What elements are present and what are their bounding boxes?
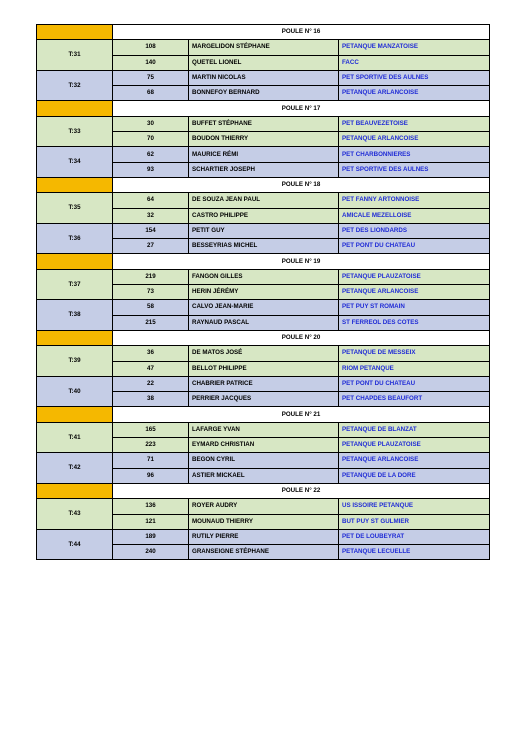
player-number: 36 — [113, 346, 189, 361]
player-number: 75 — [113, 70, 189, 85]
player-name: BOUDON THIERRY — [189, 132, 339, 147]
poules-table — [36, 24, 490, 560]
player-number: 96 — [113, 468, 189, 483]
player-club: PETANQUE ARLANCOISE — [339, 132, 490, 147]
player-row — [37, 529, 490, 544]
player-number: 62 — [113, 147, 189, 162]
player-name: CALVO JEAN-MARIE — [189, 300, 339, 315]
player-number: 136 — [113, 499, 189, 514]
player-club: PET CHARBONNIERES — [339, 147, 490, 162]
poule-header-row — [37, 407, 490, 422]
team-label: T:43 — [37, 499, 113, 530]
player-number: 22 — [113, 376, 189, 391]
player-number: 189 — [113, 529, 189, 544]
team-label: T:34 — [37, 147, 113, 178]
player-number: 223 — [113, 438, 189, 453]
poule-title: POULE N° 22 — [113, 483, 490, 498]
player-club: PET PUY ST ROMAIN — [339, 300, 490, 315]
player-club: PETANQUE DE MESSEIX — [339, 346, 490, 361]
player-club: PETANQUE DE BLANZAT — [339, 422, 490, 437]
poule-color-band — [37, 330, 113, 345]
player-row — [37, 453, 490, 468]
player-row — [37, 269, 490, 284]
player-name: HERIN JÉRÉMY — [189, 285, 339, 300]
player-number: 154 — [113, 223, 189, 238]
player-name: QUETEL LIONEL — [189, 55, 339, 70]
player-name: RAYNAUD PASCAL — [189, 315, 339, 330]
player-row — [37, 346, 490, 361]
player-club: PET FANNY ARTONNOISE — [339, 193, 490, 208]
player-row — [37, 116, 490, 131]
player-number: 121 — [113, 514, 189, 529]
player-number: 108 — [113, 40, 189, 55]
player-row — [37, 376, 490, 391]
player-row — [37, 70, 490, 85]
player-club: RIOM PETANQUE — [339, 361, 490, 376]
player-number: 215 — [113, 315, 189, 330]
player-club: PETANQUE LECUELLE — [339, 545, 490, 560]
player-club: PET DE LOUBEYRAT — [339, 529, 490, 544]
player-club: PET PONT DU CHATEAU — [339, 239, 490, 254]
player-row — [37, 40, 490, 55]
poules-table-body — [37, 25, 490, 560]
player-number: 240 — [113, 545, 189, 560]
player-name: GRANSEIGNE STÉPHANE — [189, 545, 339, 560]
team-label: T:31 — [37, 40, 113, 71]
poule-header-row — [37, 177, 490, 192]
poule-title: POULE N° 17 — [113, 101, 490, 116]
player-number: 70 — [113, 132, 189, 147]
player-row — [37, 147, 490, 162]
player-number: 64 — [113, 193, 189, 208]
player-row — [37, 223, 490, 238]
player-club: BUT PUY ST GULMIER — [339, 514, 490, 529]
player-number: 219 — [113, 269, 189, 284]
team-label: T:37 — [37, 269, 113, 300]
player-number: 58 — [113, 300, 189, 315]
player-number: 68 — [113, 86, 189, 101]
team-label: T:35 — [37, 193, 113, 224]
player-club: PETANQUE ARLANCOISE — [339, 285, 490, 300]
player-club: PET SPORTIVE DES AULNES — [339, 162, 490, 177]
player-club: PETANQUE ARLANCOISE — [339, 453, 490, 468]
player-name: CASTRO PHILIPPE — [189, 208, 339, 223]
poule-color-band — [37, 101, 113, 116]
player-name: CHABRIER PATRICE — [189, 376, 339, 391]
player-number: 32 — [113, 208, 189, 223]
poule-title: POULE N° 21 — [113, 407, 490, 422]
player-name: MAURICE RÉMI — [189, 147, 339, 162]
player-club: PET CHAPDES BEAUFORT — [339, 392, 490, 407]
player-club: PETANQUE PLAUZATOISE — [339, 438, 490, 453]
poule-header-row — [37, 101, 490, 116]
team-label: T:36 — [37, 223, 113, 254]
player-club: ST FERREOL DES COTES — [339, 315, 490, 330]
player-club: PET PONT DU CHATEAU — [339, 376, 490, 391]
player-name: DE SOUZA JEAN PAUL — [189, 193, 339, 208]
player-row — [37, 422, 490, 437]
player-club: AMICALE MEZELLOISE — [339, 208, 490, 223]
player-name: BESSEYRIAS MICHEL — [189, 239, 339, 254]
player-club: PETANQUE DE LA DORE — [339, 468, 490, 483]
player-name: MOUNAUD THIERRY — [189, 514, 339, 529]
player-name: FANGON GILLES — [189, 269, 339, 284]
player-name: ROYER AUDRY — [189, 499, 339, 514]
poule-color-band — [37, 177, 113, 192]
poule-color-band — [37, 25, 113, 40]
player-number: 38 — [113, 392, 189, 407]
player-name: BEGON CYRIL — [189, 453, 339, 468]
player-name: BONNEFOY BERNARD — [189, 86, 339, 101]
poule-header-row — [37, 330, 490, 345]
player-name: BUFFET STÉPHANE — [189, 116, 339, 131]
team-label: T:44 — [37, 529, 113, 560]
poule-color-band — [37, 407, 113, 422]
player-number: 93 — [113, 162, 189, 177]
team-label: T:41 — [37, 422, 113, 453]
player-name: ASTIER MICKAEL — [189, 468, 339, 483]
team-label: T:40 — [37, 376, 113, 407]
player-name: SCHARTIER JOSEPH — [189, 162, 339, 177]
player-number: 30 — [113, 116, 189, 131]
player-number: 47 — [113, 361, 189, 376]
poule-title: POULE N° 19 — [113, 254, 490, 269]
team-label: T:38 — [37, 300, 113, 331]
player-row — [37, 300, 490, 315]
player-name: EYMARD CHRISTIAN — [189, 438, 339, 453]
poule-header-row — [37, 25, 490, 40]
player-number: 140 — [113, 55, 189, 70]
poule-title: POULE N° 20 — [113, 330, 490, 345]
player-club: PET BEAUVEZETOISE — [339, 116, 490, 131]
player-name: DE MATOS JOSÉ — [189, 346, 339, 361]
team-label: T:39 — [37, 346, 113, 377]
player-row — [37, 499, 490, 514]
poule-header-row — [37, 483, 490, 498]
poule-color-band — [37, 254, 113, 269]
player-number: 71 — [113, 453, 189, 468]
poule-title: POULE N° 16 — [113, 25, 490, 40]
player-name: RUTILY PIERRE — [189, 529, 339, 544]
player-club: PET DES LIONDARDS — [339, 223, 490, 238]
player-name: PETIT GUY — [189, 223, 339, 238]
player-name: MARGELIDON STÉPHANE — [189, 40, 339, 55]
team-label: T:33 — [37, 116, 113, 147]
team-label: T:32 — [37, 70, 113, 101]
player-number: 165 — [113, 422, 189, 437]
player-club: PET SPORTIVE DES AULNES — [339, 70, 490, 85]
player-club: US ISSOIRE PETANQUE — [339, 499, 490, 514]
player-row — [37, 193, 490, 208]
poule-color-band — [37, 483, 113, 498]
player-name: MARTIN NICOLAS — [189, 70, 339, 85]
poule-header-row — [37, 254, 490, 269]
player-number: 73 — [113, 285, 189, 300]
player-club: PETANQUE PLAUZATOISE — [339, 269, 490, 284]
player-club: PETANQUE ARLANCOISE — [339, 86, 490, 101]
player-name: PERRIER JACQUES — [189, 392, 339, 407]
player-name: LAFARGE YVAN — [189, 422, 339, 437]
player-number: 27 — [113, 239, 189, 254]
team-label: T:42 — [37, 453, 113, 484]
player-club: FACC — [339, 55, 490, 70]
player-club: PETANQUE MANZATOISE — [339, 40, 490, 55]
player-name: BELLOT PHILIPPE — [189, 361, 339, 376]
poule-title: POULE N° 18 — [113, 177, 490, 192]
